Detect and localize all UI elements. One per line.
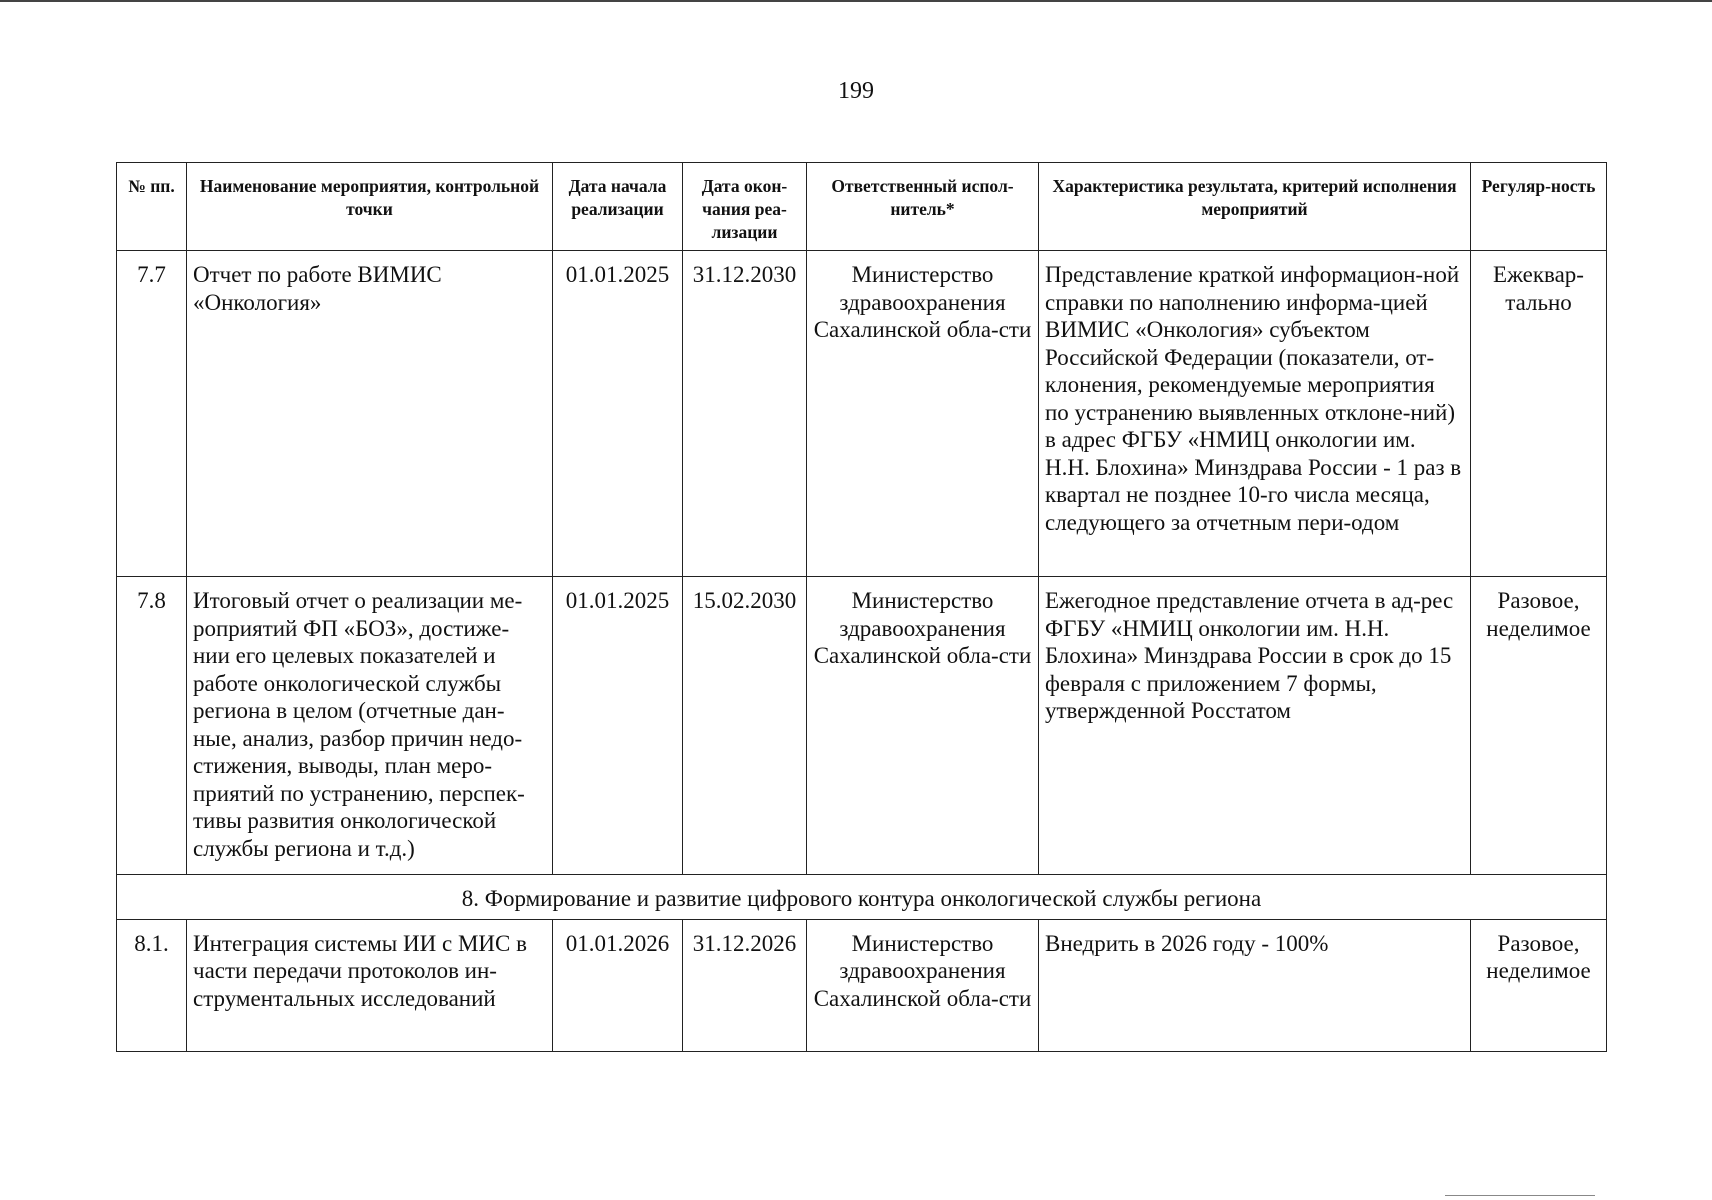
- table-row: [117, 251, 1607, 577]
- row-regularity: Ежеквар-тально: [1471, 251, 1607, 577]
- row-end-date: 31.12.2026: [683, 919, 807, 1051]
- row-start-date: 01.01.2025: [553, 251, 683, 577]
- activities-table: [116, 162, 1607, 1052]
- row-result: Представление краткой информацион-ной справки по наполнению информа-цией ВИМИС «Онкология» субъектом Российской Федерации (показатели, от-клонения, рекомендуемые мероприятия по устранению выявленных отклоне-ний) в адрес ФГБУ «НМИЦ онкологии им. Н.Н. Блохина» Минздрава России - 1 раз в квартал не позднее 10-го числа месяца, следующего за отчетным пери-одом: [1039, 251, 1471, 577]
- row-name: Отчет по работе ВИМИС «Онкология»: [187, 251, 553, 577]
- row-start-date: 01.01.2026: [553, 919, 683, 1051]
- header-start: Дата начала реализации: [553, 163, 683, 251]
- page-number: 199: [838, 78, 874, 104]
- row-result: Внедрить в 2026 году - 100%: [1039, 919, 1471, 1051]
- row-start-date: 01.01.2025: [553, 577, 683, 875]
- table-row: [117, 919, 1607, 1051]
- row-num: 7.7: [117, 251, 187, 577]
- header-end: Дата окон-чания реа-лизации: [683, 163, 807, 251]
- row-responsible: Министерство здравоохранения Сахалинской обла-сти: [807, 251, 1039, 577]
- top-scan-rule: [0, 0, 1712, 2]
- row-num: 8.1.: [117, 919, 187, 1051]
- header-responsible: Ответственный испол-нитель*: [807, 163, 1039, 251]
- header-num: № пп.: [117, 163, 187, 251]
- header-name: Наименование мероприятия, контрольной точки: [187, 163, 553, 251]
- section-row: [117, 875, 1607, 920]
- row-regularity: Разовое, неделимое: [1471, 919, 1607, 1051]
- row-end-date: 31.12.2030: [683, 251, 807, 577]
- section-title: 8. Формирование и развитие цифрового контура онкологической службы региона: [117, 875, 1607, 920]
- row-responsible: Министерство здравоохранения Сахалинской обла-сти: [807, 577, 1039, 875]
- row-responsible: Министерство здравоохранения Сахалинской обла-сти: [807, 919, 1039, 1051]
- row-num: 7.8: [117, 577, 187, 875]
- row-regularity: Разовое, неделимое: [1471, 577, 1607, 875]
- row-name: Интеграция системы ИИ с МИС в части передачи протоколов ин-струментальных исследований: [187, 919, 553, 1051]
- header-regularity: Регуляр-ность: [1471, 163, 1607, 251]
- bottom-scan-rule: [1445, 1195, 1595, 1196]
- row-name: Итоговый отчет о реализации ме-роприятий ФП «БОЗ», достиже-нии его целевых показателей и работе онкологической службы региона в целом (отчетные дан-ные, анализ, разбор причин недо-стижения, выводы, план меро-приятий по устранению, перспек-тивы развития онкологической службы региона и т.д.): [187, 577, 553, 875]
- table-row: [117, 577, 1607, 875]
- table-header-row: [117, 163, 1607, 251]
- row-result: Ежегодное представление отчета в ад-рес ФГБУ «НМИЦ онкологии им. Н.Н. Блохина» Минздрава России в срок до 15 февраля с приложением 7 формы, утвержденной Росстатом: [1039, 577, 1471, 875]
- header-result: Характеристика результата, критерий исполнения мероприятий: [1039, 163, 1471, 251]
- row-end-date: 15.02.2030: [683, 577, 807, 875]
